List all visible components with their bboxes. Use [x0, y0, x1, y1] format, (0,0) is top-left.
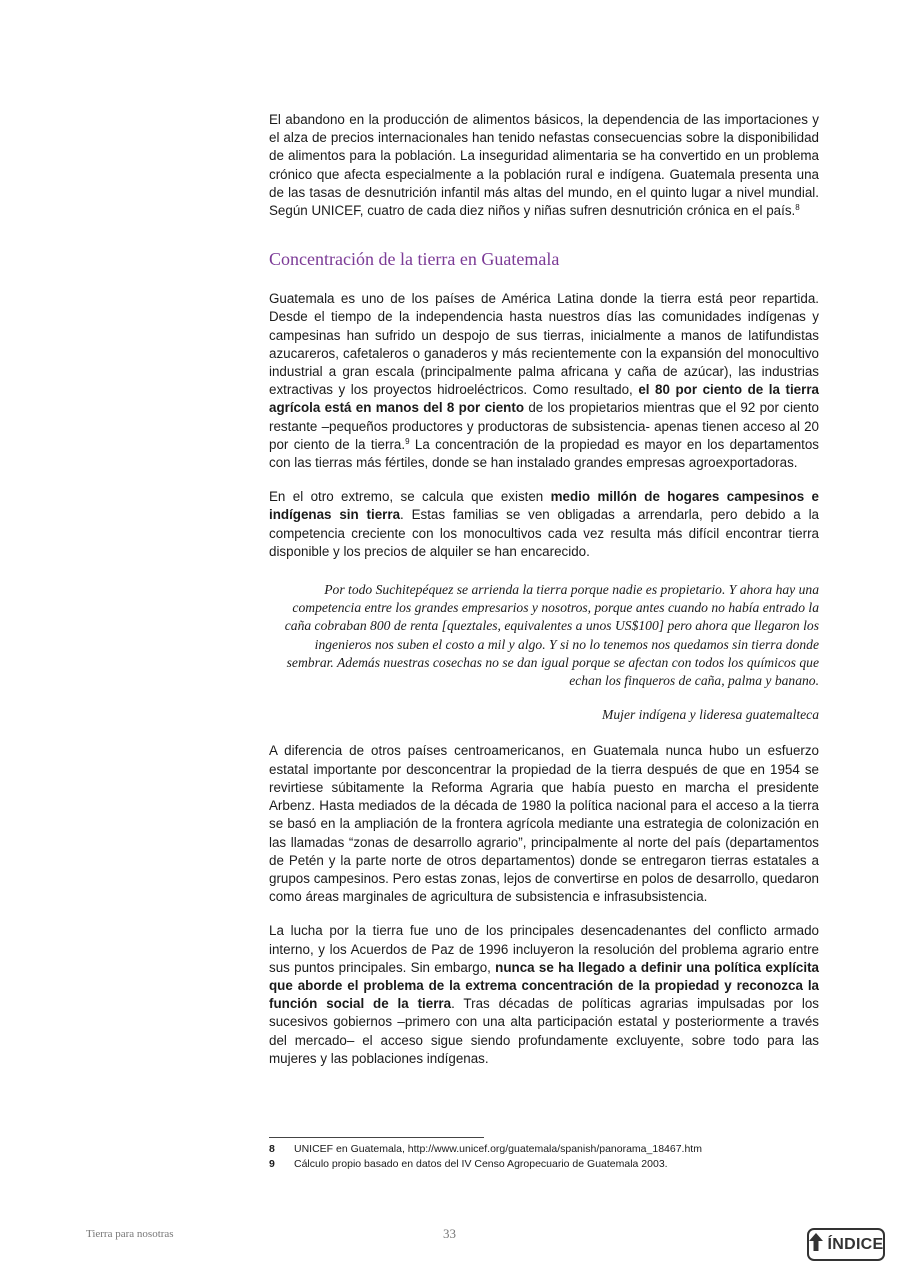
arrow-up-icon	[808, 1232, 824, 1257]
footnote-item	[269, 1157, 819, 1172]
quote-attribution: Mujer indígena y lideresa guatemalteca	[602, 707, 819, 723]
section-heading: Concentración de la tierra en Guatemala	[269, 249, 560, 270]
book-title: Tierra para nosotras	[86, 1228, 174, 1240]
index-button[interactable]	[807, 1228, 885, 1261]
footnote-divider	[269, 1137, 484, 1138]
footnote-text[interactable]: UNICEF en Guatemala, http://www.unicef.org/guatemala/spanish/panorama_18467.htm	[294, 1143, 702, 1155]
testimony-quote: Por todo Suchitepéquez se arrienda la tierra porque nadie es propietario. Y ahora hay una competencia entre los grandes empresarios y nosotros, porque antes cuando no había entrado la caña cobraban 800 de renta [queztales, equivalentes a unos US$100] pero ahora que llegaron los ingenieros nos suben el costo a mil y algo. Y si no lo tenemos nos quedamos sin tierra donde sembrar. Además nuestras cosechas no se dan igual porque se afectan con todos los químicos que echan los finqueros de caña, palma y banano.	[284, 582, 819, 689]
paragraph-land-concentration: Guatemala es uno de los países de América Latina donde la tierra está peor repartida. Desde el tiempo de la independencia hasta nuestros días las comunidades indígenas y campesinas han sufrido un despojo de sus tierras, inicialmente a manos de latifundistas azucareros, cafetaleros o ganaderos y más recientemente con la expansión del monocultivo industrial a gran escala (principalmente palma africana y caña de azúcar), las industrias extractivas y los proyectos hidroeléctricos. Como resultado, el 80 por ciento de la tierra agrícola está en manos del 8 por ciento de los propietarios mientras que el 92 por ciento restante –pequeños productores y productoras de subsistencia- apenas tienen acceso al 20 por ciento de la tierra.$^9$ La concentración de la propiedad es mayor en los departamentos con las tierras más fértiles, donde se han instalado grandes empresas agroexportadoras.	[269, 291, 820, 471]
paragraph-food-insecurity: El abandono en la producción de alimentos básicos, la dependencia de las importaciones y el alza de precios internacionales han tenido nefastas consecuencias sobre la disponibilidad de alimentos para la población. La inseguridad alimentaria se ha convertido en un problema crónico que afecta especialmente a la población rural e indígena. Guatemala presenta una de las tasas de desnutrición infantil más altas del mundo, en el quinto lugar a nivel mundial. Según UNICEF, cuatro de cada diez niños y niñas sufren desnutrición crónica en el país.$^8$	[269, 112, 819, 219]
footnote-ref-8[interactable]: 8	[795, 203, 800, 213]
footnotes	[269, 1137, 819, 1172]
index-label: ÍNDICE	[827, 1235, 884, 1253]
main-content	[269, 111, 819, 1084]
footnote-number: 8	[269, 1143, 275, 1155]
footnote-number: 9	[269, 1158, 275, 1170]
footnote-ref-9[interactable]: 9	[405, 436, 410, 446]
paragraph-peace-accords: La lucha por la tierra fue uno de los principales desencadenantes del conflicto armado interno, y los Acuerdos de Paz de 1996 incluyeron la resolución del problema agrario entre sus puntos principales. Sin embargo, nunca se ha llegado a definir una política explícita que aborde el problema de la extrema concentración de la propiedad y reconozca la función social de la tierra. Tras décadas de políticas agrarias impulsadas por los sucesivos gobiernos –primero con una alta participación estatal y posteriormente a través del mercado– el acceso sigue siendo profundamente excluyente, sobre todo para las mujeres y las poblaciones indígenas.	[269, 923, 820, 1066]
page-number: 33	[443, 1226, 456, 1241]
paragraph-landless-households: En el otro extremo, se calcula que existen medio millón de hogares campesinos e indígenas sin tierra. Estas familias se ven obligadas a arrendarla, pero debido a la competencia creciente con los monocultivos cada vez resulta más difícil encontrar tierra disponible y los precios de alquiler se han encarecido.	[269, 489, 819, 559]
footnote-item	[269, 1142, 819, 1157]
footnote-text: Cálculo propio basado en datos del IV Censo Agropecuario de Guatemala 2003.	[294, 1158, 668, 1170]
paragraph-agrarian-reform: A diferencia de otros países centroamericanos, en Guatemala nunca hubo un esfuerzo estatal importante por desconcentrar la propiedad de la tierra después de que en 1954 se revirtiese súbitamente la Reforma Agraria que había puesto en marcha el presidente Arbenz. Hasta mediados de la década de 1980 la política nacional para el acceso a la tierra se basó en la ampliación de la frontera agrícola mediante una estrategia de colonización en las llamadas “zonas de desarrollo agrario”, principalmente al norte del país (departamentos de Petén y la parte norte de otros departamentos) donde se entregaron tierras estatales a grupos campesinos. Pero estas zonas, lejos de convertirse en polos de desarrollo, quedaron como áreas marginales de agricultura de subsistencia e infrasubsistencia.	[269, 743, 819, 905]
